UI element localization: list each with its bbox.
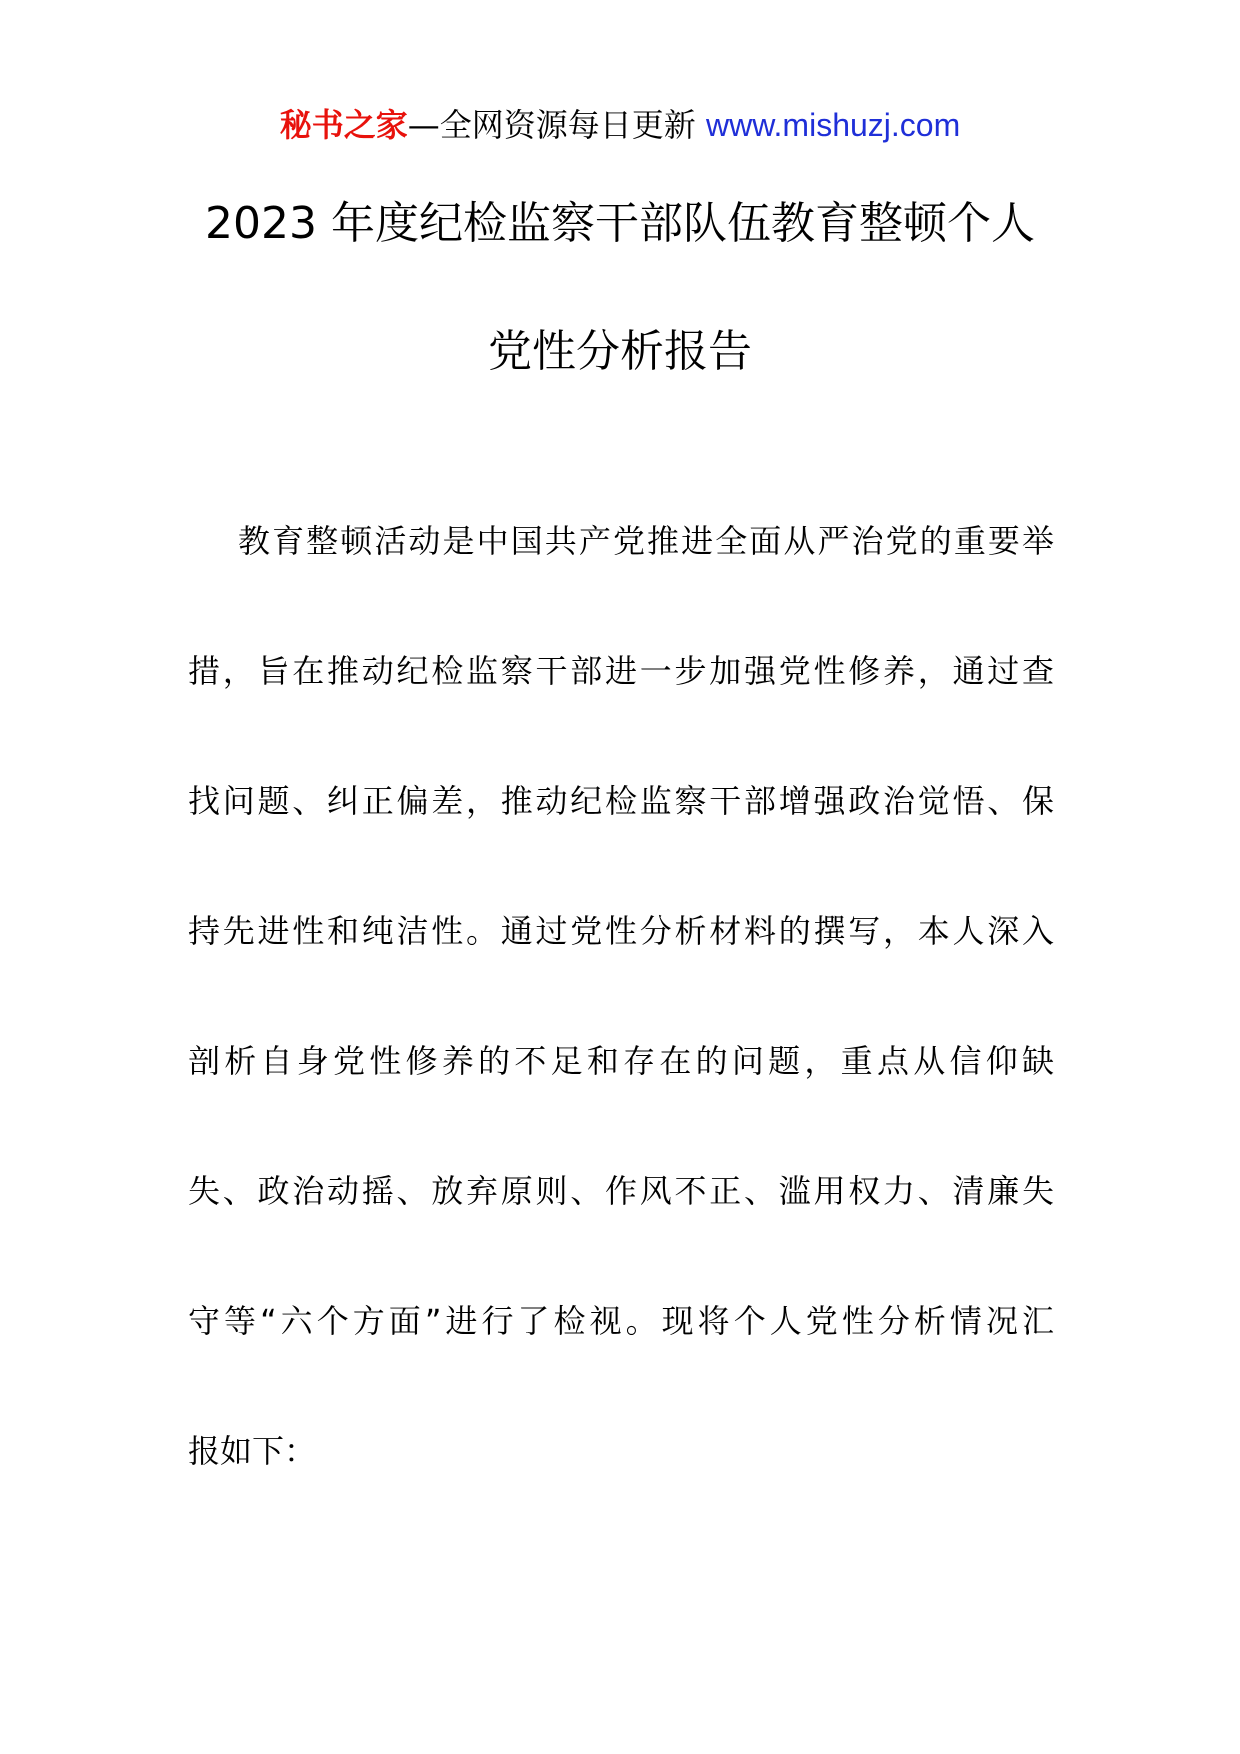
paragraph-line: 教育整顿活动是中国共产党推进全面从严治党的重要举 (238, 522, 1054, 560)
header-slogan: —全网资源每日更新 (407, 106, 706, 144)
paragraph-line: 失、政治动摇、放弃原则、作风不正、滥用权力、清廉失 (188, 1172, 1054, 1210)
intro-paragraph (188, 476, 1054, 1516)
document-title (0, 160, 1240, 416)
paragraph-line: 剖析自身党性修养的不足和存在的问题，重点从信仰缺 (188, 1042, 1054, 1080)
site-url[interactable]: www.mishuzj.com (705, 107, 961, 143)
site-header (0, 100, 1240, 150)
title-line-1: 2023 年度纪检监察干部队伍教育整顿个人 (205, 198, 1035, 249)
paragraph-line: 找问题、纠正偏差，推动纪检监察干部增强政治觉悟、保 (188, 782, 1054, 820)
paragraph-line: 持先进性和纯洁性。通过党性分析材料的撰写，本人深入 (188, 912, 1054, 950)
brand-name: 秘书之家 (279, 106, 408, 144)
paragraph-line: 报如下： (188, 1432, 317, 1470)
paragraph-line: 措，旨在推动纪检监察干部进一步加强党性修养，通过查 (188, 652, 1054, 690)
paragraph-line: 守等“六个方面”进行了检视。现将个人党性分析情况汇 (188, 1302, 1054, 1340)
title-line-2: 党性分析报告 (488, 326, 752, 377)
